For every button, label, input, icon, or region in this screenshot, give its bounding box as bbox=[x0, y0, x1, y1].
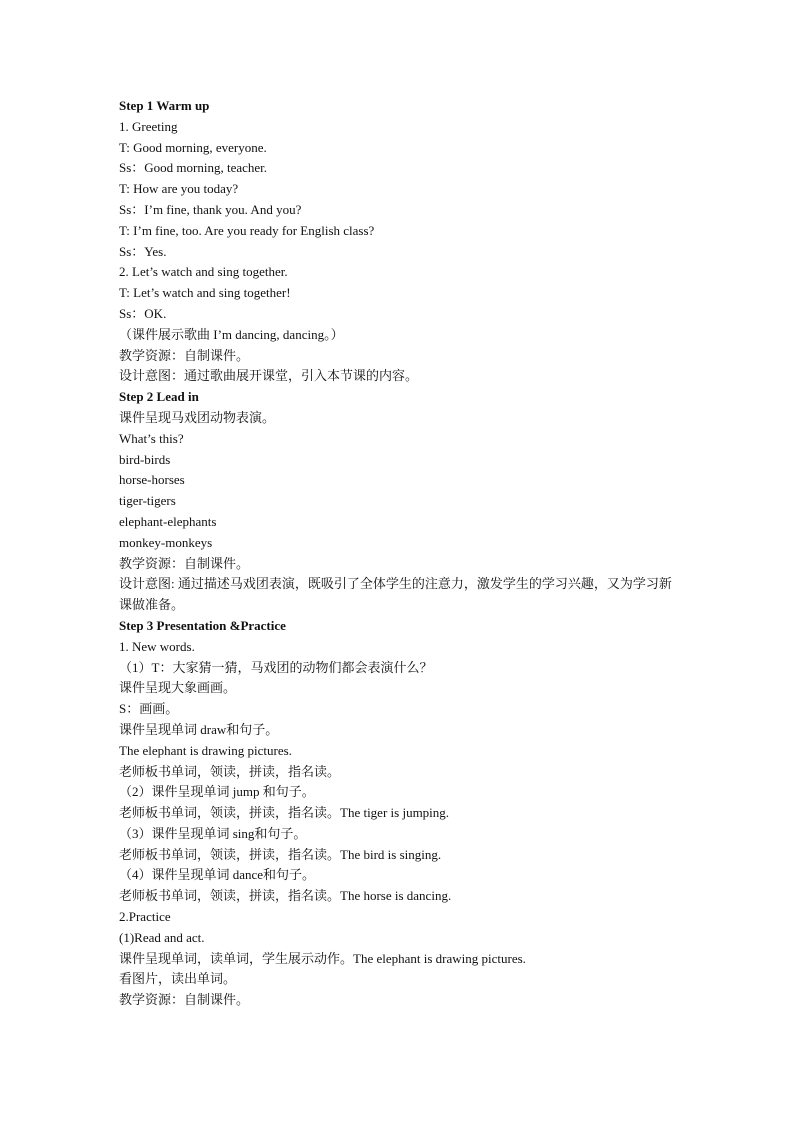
text-line: 教学资源：自制课件。 bbox=[119, 347, 250, 363]
text-line: 教学资源：自制课件。 bbox=[119, 555, 250, 571]
text-line: T: How are you today? bbox=[119, 181, 239, 197]
text-line: 2. Let’s watch and sing together. bbox=[119, 264, 288, 280]
text-line: Ss：Good morning, teacher. bbox=[119, 160, 268, 176]
text-line: 老师板书单词，领读，拼读，指名读。 bbox=[119, 763, 341, 779]
text-line: Ss：Yes. bbox=[119, 243, 167, 259]
text-line: T: Good morning, everyone. bbox=[119, 139, 267, 155]
text-line: （课件展示歌曲 I’m dancing, dancing。） bbox=[119, 326, 344, 342]
text-line: T: Let’s watch and sing together! bbox=[119, 285, 291, 301]
text-line: elephant-elephants bbox=[119, 513, 217, 529]
text-line: Ss：OK. bbox=[119, 305, 167, 321]
text-line: tiger-tigers bbox=[119, 493, 176, 509]
text-line: 课件呈现大象画画。 bbox=[119, 680, 237, 696]
text-line: 老师板书单词，领读，拼读，指名读。The horse is dancing. bbox=[119, 888, 452, 904]
text-line: 老师板书单词，领读，拼读，指名读。The tiger is jumping. bbox=[119, 805, 450, 821]
text-line: （1）T：大家猜一猜，马戏团的动物们都会表演什么？ bbox=[119, 659, 433, 675]
text-line: 课件呈现单词，读单词，学生展示动作。The elephant is drawing pictures. bbox=[119, 950, 526, 966]
text-line: horse-horses bbox=[119, 472, 185, 488]
text-line: monkey-monkeys bbox=[119, 534, 213, 550]
text-line: 课件呈现马戏团动物表演。 bbox=[119, 409, 276, 425]
heading-step1: Step 1 Warm up bbox=[119, 98, 210, 113]
heading-step3: Step 3 Presentation &Practice bbox=[119, 617, 286, 633]
text-line: 老师板书单词，领读，拼读，指名读。The bird is singing. bbox=[119, 846, 442, 862]
document-body bbox=[119, 96, 679, 1011]
text-line: 2.Practice bbox=[119, 909, 171, 925]
text-line: 课件呈现单词 draw和句子。 bbox=[119, 721, 279, 737]
text-line: What’s this? bbox=[119, 430, 184, 446]
text-line: 看图片，读出单词。 bbox=[119, 971, 237, 987]
text-line: (1)Read and act. bbox=[119, 929, 205, 945]
text-line: 教学资源：自制课件。 bbox=[119, 992, 250, 1008]
text-line: S：画画。 bbox=[119, 701, 179, 717]
text-line: Ss：I’m fine, thank you. And you? bbox=[119, 201, 302, 217]
text-paragraph: 设计意图: 通过描述马戏团表演，既吸引了全体学生的注意力，激发学生的学习兴趣，又为学习新课做准备。 bbox=[119, 576, 672, 613]
text-line: （4）课件呈现单词 dance和句子。 bbox=[119, 867, 316, 883]
text-line: T: I’m fine, too. Are you ready for English class? bbox=[119, 222, 375, 238]
text-line: 1. Greeting bbox=[119, 118, 178, 134]
text-line: The elephant is drawing pictures. bbox=[119, 742, 292, 758]
text-line: （2）课件呈现单词 jump 和句子。 bbox=[119, 784, 315, 800]
text-line: （3）课件呈现单词 sing和句子。 bbox=[119, 825, 307, 841]
text-line: 1. New words. bbox=[119, 638, 195, 654]
text-line: 设计意图：通过歌曲展开课堂，引入本节课的内容。 bbox=[119, 368, 419, 384]
heading-step2: Step 2 Lead in bbox=[119, 389, 199, 405]
text-line: bird-birds bbox=[119, 451, 171, 467]
